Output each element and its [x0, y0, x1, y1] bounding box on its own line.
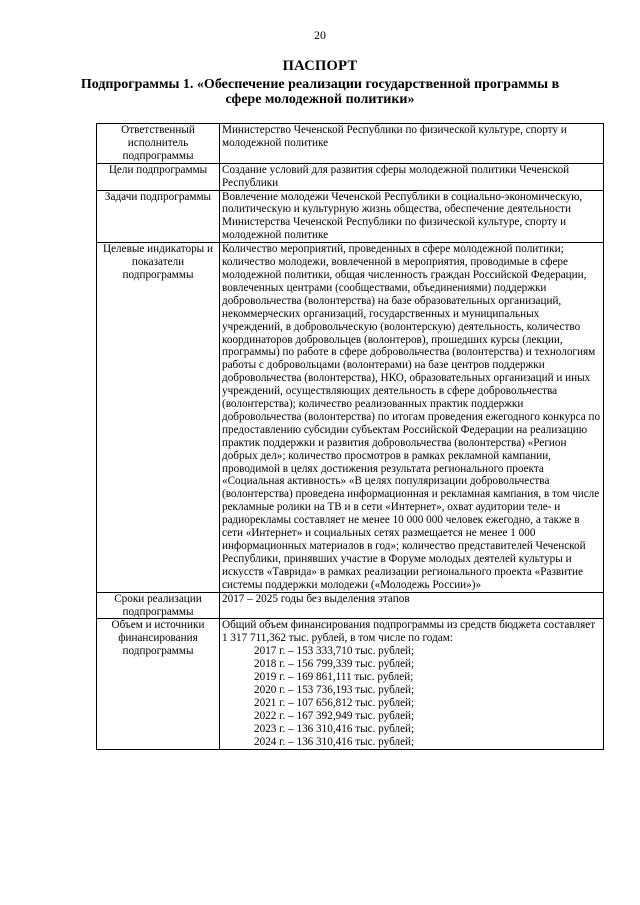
row-content: Вовлечение молодежи Чеченской Республики в социально-экономическую, политическую и культурную жизнь общества, обеспечение деятельности Министерства Чеченской Республики по физической культуре, спорту и молодежной политике	[220, 190, 604, 243]
financing-content	[220, 619, 604, 749]
passport-table	[96, 123, 604, 750]
financing-label: Объем и источники финансирования подпрограммы	[97, 619, 220, 749]
table-row	[97, 592, 604, 619]
financing-intro: Общий объем финансирования подпрограммы из средств бюджета составляет 1 317 711,362 тыс. рублей, в том числе по годам:	[222, 619, 596, 645]
table-row	[97, 124, 604, 164]
table-row	[97, 243, 604, 592]
financing-year: 2022 г. – 167 392,949 тыс. рублей;	[254, 709, 415, 722]
row-label: Задачи подпрограммы	[97, 190, 220, 243]
row-label: Ответственный исполнитель подпрограммы	[97, 124, 220, 164]
page-title: ПАСПОРТ	[282, 58, 358, 74]
row-content: Создание условий для развития сферы молодежной политики Чеченской Республики	[220, 163, 604, 190]
table-row-financing	[97, 619, 604, 749]
row-content: Количество мероприятий, проведенных в сфере молодежной политики; количество молодежи, вовлеченной в мероприятия, проводимые в сфере молодежной политики, общая численность граждан Российской Федерации, вовлеченных центрами (сообществами, объединениями) поддержки добровольчества (волонтерства) на базе образовательных организаций, некоммерческих организаций, государственных и муниципальных учреждений, в добровольческую (волонтерскую) деятельность, количество координаторов добровольцев (волонтеров), прошедших курсы (лекции, программы) по работе в сфере добровольчества (волонтерства) и технологиям работы с добровольцами (волонтерами) на базе центров поддержки добровольчества (волонтерства), НКО, образовательных организаций и иных учреждений, осуществляющих деятельность в сфере добровольчества (волонтерства); количество реализованных практик поддержки добровольчества (волонтерства) по итогам проведения ежегодного конкурса по предоставлению субсидии субъектам Российской Федерации на реализацию практик поддержки и развития добровольчества (волонтерства) «Регион добрых дел»; количество просмотров в рамках рекламной кампании, проводимой в целях достижения результата регионального проекта «Социальная активность» «В целях популяризации добровольчества (волонтерства) проведена информационная и рекламная кампания, в том числе рекламные ролики на ТВ и в сети «Интернет», охват аудитории теле- и радиорекламы составляет не менее 10 000 000 человек ежегодно, а также в сети «Интернет» и социальных сетях размещается не менее 1 000 информационных материалов в год»; количество представителей Чеченской Республики, принявших участие в Форуме молодых деятелей культуры и искусств «Таврида» в рамках реализации регионального проекта «Развитие системы поддержки молодежи («Молодежь России»)»	[220, 243, 604, 592]
financing-year: 2019 г. – 169 861,111 тыс. рублей;	[254, 671, 414, 684]
row-content: Министерство Чеченской Республики по физической культуре, спорту и молодежной политике	[220, 124, 604, 164]
row-label: Сроки реализации подпрограммы	[97, 592, 220, 619]
row-label: Целевые индикаторы и показатели подпрограммы	[97, 243, 220, 592]
page-subtitle: Подпрограммы 1. «Обеспечение реализации государственной программы в сфере молодежной политики»	[80, 77, 560, 107]
financing-year: 2023 г. – 136 310,416 тыс. рублей;	[254, 722, 415, 735]
financing-year: 2024 г. – 136 310,416 тыс. рублей;	[254, 735, 415, 748]
financing-year: 2018 г. – 156 799,339 тыс. рублей;	[254, 658, 415, 671]
row-content: 2017 – 2025 годы без выделения этапов	[220, 592, 604, 619]
page-number: 20	[314, 28, 326, 42]
table-row	[97, 190, 604, 243]
table-row	[97, 163, 604, 190]
row-label: Цели подпрограммы	[97, 163, 220, 190]
financing-year: 2020 г. – 153 736,193 тыс. рублей;	[254, 683, 415, 696]
financing-year: 2017 г. – 153 333,710 тыс. рублей;	[254, 645, 415, 658]
financing-year: 2021 г. – 107 656,812 тыс. рублей;	[254, 696, 415, 709]
